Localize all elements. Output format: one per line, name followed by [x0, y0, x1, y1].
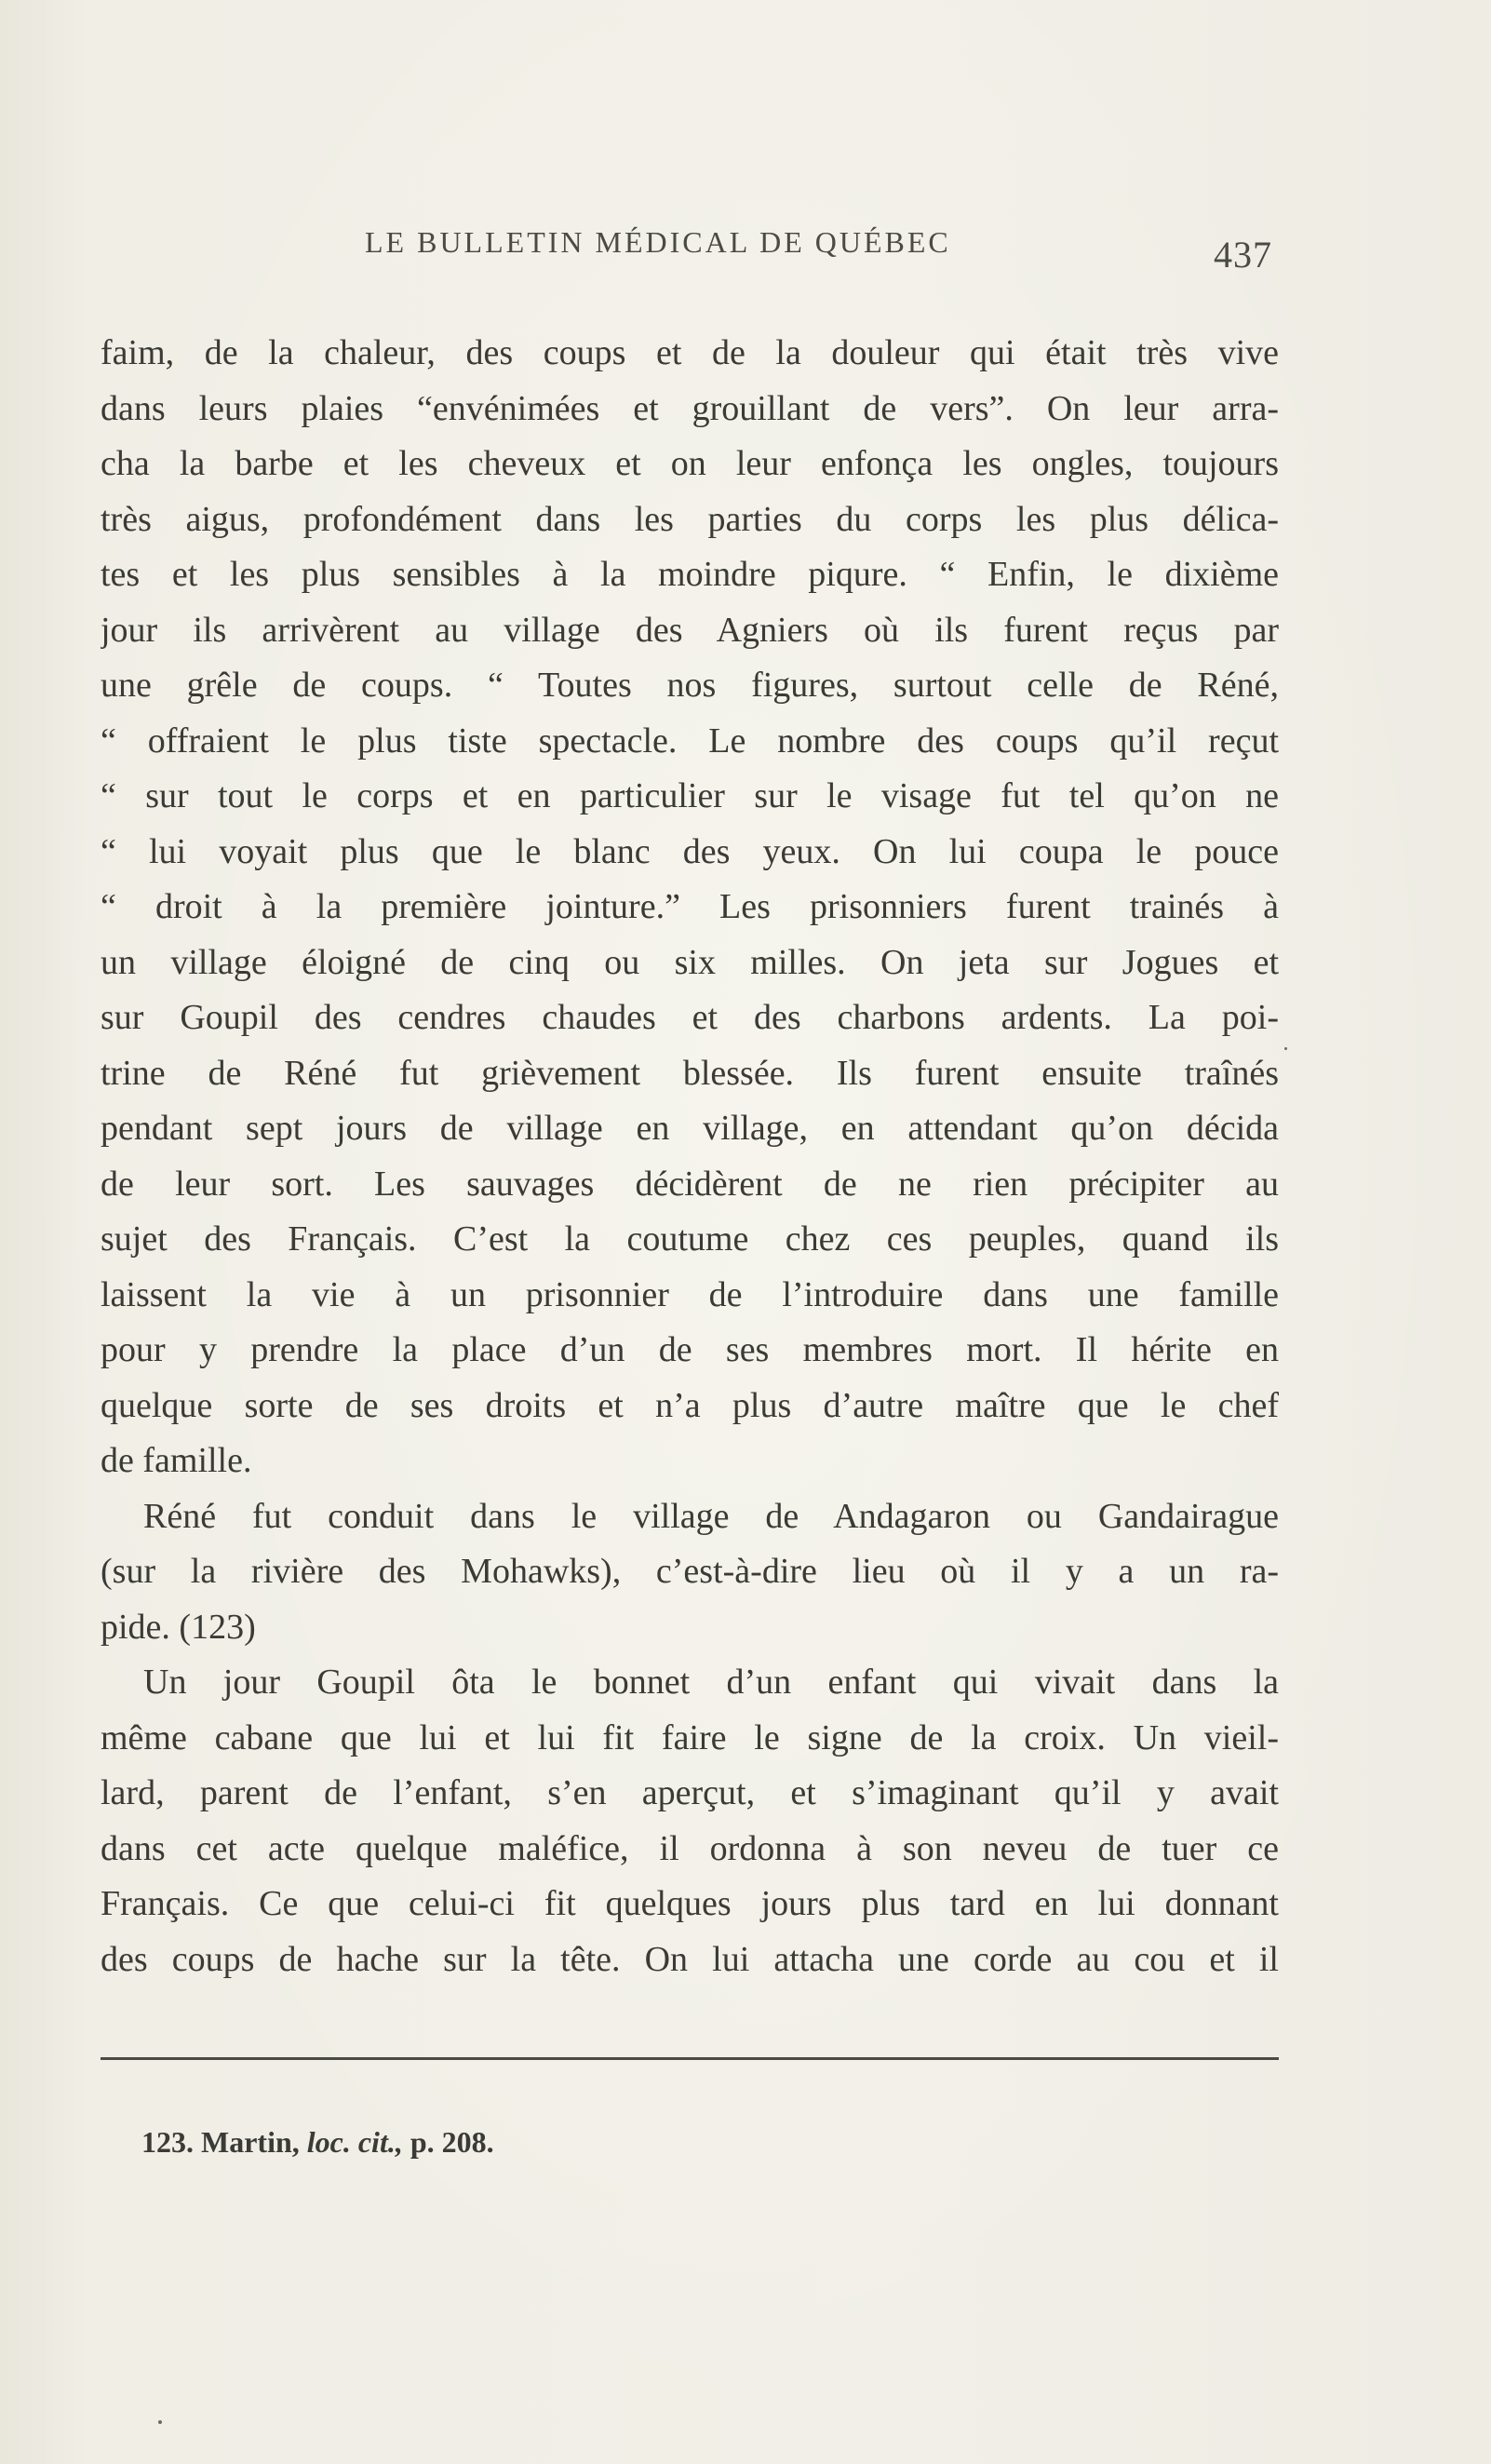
paragraph: [101, 1489, 1279, 1656]
text-line: même cabane que lui et lui fit faire le signe de la croix. Un vieil-: [101, 1717, 1279, 1757]
text-line: jour ils arrivèrent au village des Agniers où ils furent reçus par: [101, 610, 1279, 650]
text-line: cha la barbe et les cheveux et on leur enfonça les ongles, toujours: [101, 444, 1279, 483]
paper-speck: [158, 2420, 162, 2424]
text-line: pour y prendre la place d’un de ses membres mort. Il hérite en: [101, 1330, 1279, 1369]
footnote-author: Martin,: [201, 2125, 300, 2159]
text-line: sujet des Français. C’est la coutume chez ces peuples, quand ils: [101, 1219, 1279, 1259]
text-line: Réné fut conduit dans le village de Andagaron ou Gandairague: [143, 1496, 1279, 1536]
text-line: de famille.: [101, 1441, 252, 1480]
body-text: [101, 326, 1279, 1987]
text-line: de leur sort. Les sauvages décidèrent de ne rien précipiter au: [101, 1164, 1279, 1204]
footnote-rule: [101, 2057, 1279, 2060]
footnote-number: 123.: [141, 2125, 194, 2159]
text-line: une grêle de coups. “ Toutes nos figures, surtout celle de Réné,: [101, 666, 1279, 705]
paper-speck: [1284, 1047, 1287, 1050]
text-line: “ lui voyait plus que le blanc des yeux. On lui coupa le pouce: [101, 831, 1279, 871]
text-line: trine de Réné fut grièvement blessée. Ils furent ensuite traînés: [101, 1053, 1279, 1093]
text-line: sur Goupil des cendres chaudes et des charbons ardents. La poi-: [101, 998, 1279, 1037]
text-line: dans cet acte quelque maléfice, il ordonna à son neveu de tuer ce: [101, 1828, 1279, 1868]
text-line: dans leurs plaies “envénimées et grouillant de vers”. On leur arra-: [101, 388, 1279, 428]
text-line: Français. Ce que celui-ci fit quelques jours plus tard en lui donnant: [101, 1884, 1279, 1923]
text-line: Un jour Goupil ôta le bonnet d’un enfant qui vivait dans la: [143, 1663, 1279, 1702]
text-line: “ offraient le plus tiste spectacle. Le nombre des coups qu’il reçut: [101, 720, 1279, 761]
page-number: 437: [1214, 234, 1272, 276]
text-line: quelque sorte de ses droits et n’a plus d’autre maître que le chef: [101, 1385, 1279, 1425]
paragraph: [101, 1655, 1279, 1987]
footnote-page: p. 208.: [410, 2125, 494, 2159]
text-line: très aigus, profondément dans les parties du corps les plus délica-: [101, 499, 1279, 539]
text-line: pendant sept jours de village en village, en attendant qu’on décida: [101, 1109, 1279, 1148]
text-line: faim, de la chaleur, des coups et de la douleur qui était très vive: [101, 333, 1279, 372]
text-line: des coups de hache sur la tête. On lui attacha une corde au cou et il: [101, 1939, 1279, 1979]
text-line: (sur la rivière des Mohawks), c’est-à-dire lieu où il y a un ra-: [101, 1552, 1279, 1591]
text-line: pide. (123): [101, 1607, 256, 1647]
paragraph: [101, 326, 1279, 1489]
text-line: “ sur tout le corps et en particulier sur le visage fut tel qu’on ne: [101, 776, 1279, 815]
text-line: “ droit à la première jointure.” Les prisonniers furent trainés à: [101, 887, 1279, 926]
footnote-reference: loc. cit.,: [306, 2125, 403, 2159]
running-title: LE BULLETIN MÉDICAL DE QUÉBEC: [365, 225, 951, 259]
text-line: tes et les plus sensibles à la moindre piqure. “ Enfin, le dixième: [101, 555, 1279, 594]
text-line: lard, parent de l’enfant, s’en aperçut, et s’imaginant qu’il y avait: [101, 1773, 1279, 1812]
footnote: [141, 2125, 494, 2160]
text-line: laissent la vie à un prisonnier de l’introduire dans une famille: [101, 1274, 1279, 1314]
text-line: un village éloigné de cinq ou six milles. On jeta sur Jogues et: [101, 942, 1279, 982]
